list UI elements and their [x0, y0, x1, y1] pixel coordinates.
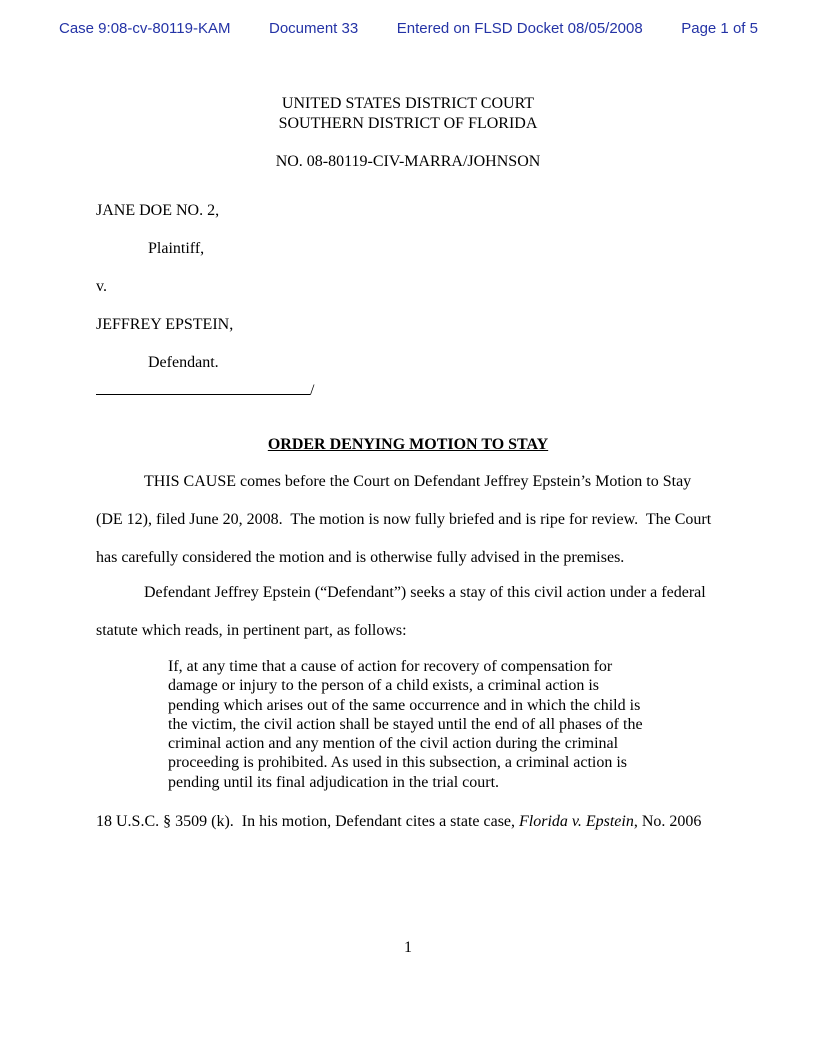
text-line: statute which reads, in pertinent part, as follows:	[96, 622, 407, 639]
paragraph-2	[96, 574, 744, 650]
court-name: UNITED STATES DISTRICT COURT	[281, 95, 535, 112]
case-caption	[96, 192, 516, 398]
text-line: proceeding is prohibited. As used in this subsection, a criminal action is	[168, 754, 628, 772]
docket-entered-label: Entered on FLSD Docket 08/05/2008	[396, 20, 643, 37]
docket-page-count: Page 1 of 5	[681, 20, 758, 37]
text-line: Defendant Jeffrey Epstein (“Defendant”) seeks a stay of this civil action under a federal	[144, 584, 706, 601]
plaintiff-designation: Plaintiff,	[148, 240, 205, 257]
caption-separator	[96, 382, 516, 398]
versus-label: v.	[96, 278, 107, 295]
text-line: pending until its final adjudication in the trial court.	[168, 773, 500, 791]
text-line: If, at any time that a cause of action for recovery of compensation for	[168, 658, 613, 675]
text-line: damage or injury to the person of a child exists, a criminal action is	[168, 677, 599, 695]
court-district: SOUTHERN DISTRICT OF FLORIDA	[278, 114, 538, 132]
text-line: the victim, the civil action shall be stayed until the end of all phases of the	[168, 715, 643, 733]
docket-case-number: Case 9:08-cv-80119-KAM	[59, 20, 231, 37]
court-heading	[0, 94, 816, 133]
caption-separator-slash: /	[310, 382, 315, 399]
order-title: ORDER DENYING MOTION TO STAY	[267, 436, 549, 453]
case-citation-suffix: , No. 2006	[633, 813, 702, 830]
case-citation-italic: Florida v. Epstein	[519, 813, 634, 830]
page-number: 1	[404, 939, 412, 956]
docket-document-number: Document 33	[268, 20, 359, 37]
text-line: has carefully considered the motion and is otherwise fully advised in the premises.	[96, 549, 625, 566]
docket-header	[59, 20, 758, 38]
defendant-name: JEFFREY EPSTEIN,	[96, 316, 234, 333]
text-line: pending which arises out of the same occurrence and in which the child is	[168, 696, 641, 714]
plaintiff-name: JANE DOE NO. 2,	[96, 202, 220, 219]
case-number: NO. 08-80119-CIV-MARRA/JOHNSON	[275, 153, 541, 170]
text-line: criminal action and any mention of the civil action during the criminal	[168, 735, 619, 753]
closing-paragraph	[96, 812, 744, 832]
statute-block-quote	[168, 657, 688, 792]
text-line: (DE 12), filed June 20, 2008. The motion is now fully briefed and is ripe for review. The Court	[96, 511, 712, 528]
caption-separator-rule	[96, 382, 310, 395]
text-line: THIS CAUSE comes before the Court on Defendant Jeffrey Epstein’s Motion to Stay	[144, 473, 692, 490]
statute-citation: 18 U.S.C. § 3509 (k). In his motion, Defendant cites a state case,	[96, 813, 520, 830]
paragraph-1	[96, 463, 744, 577]
defendant-designation: Defendant.	[148, 354, 219, 371]
